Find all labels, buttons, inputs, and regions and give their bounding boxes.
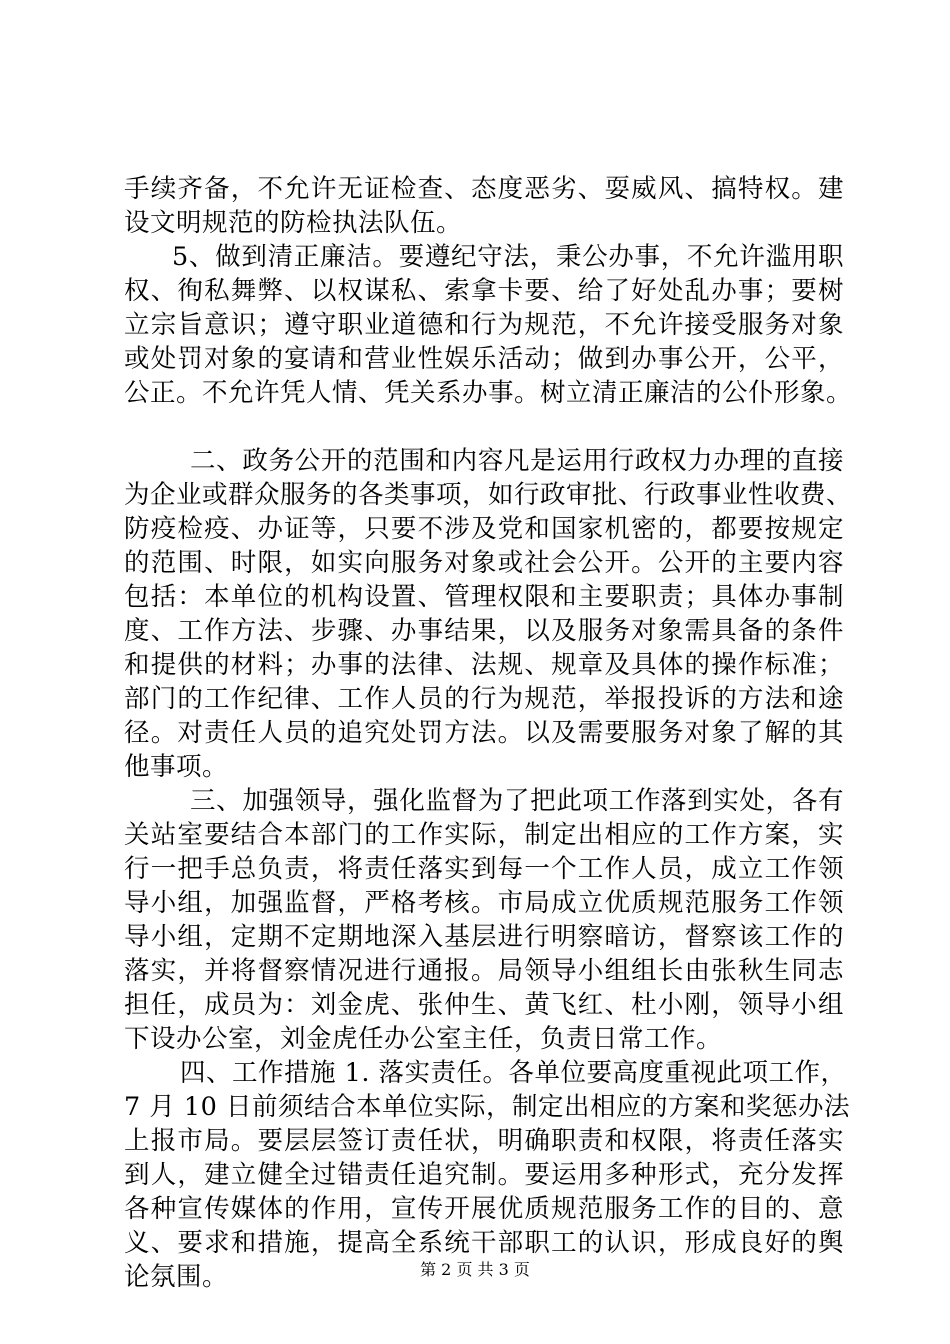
- text-line: 立宗旨意识；遵守职业道德和行为规范，不允许接受服务对象: [124, 310, 844, 340]
- text-line: 论氛围。: [124, 1262, 229, 1292]
- text-line: 或处罚对象的宴请和营业性娱乐活动；做到办事公开，公平，: [124, 344, 844, 374]
- paragraph-5-start: 5、做到清正廉洁。要遵纪守法，秉公办事，不允许滥用职: [172, 242, 844, 272]
- text-line: 径。对责任人员的追究处罚方法。以及需要服务对象了解的其: [124, 718, 844, 748]
- text-line: 和提供的材料；办事的法律、法规、规章及具体的操作标准；: [124, 650, 844, 680]
- text-line: 为企业或群众服务的各类事项，如行政审批、行政事业性收费、: [124, 480, 853, 510]
- text-line: 度、工作方法、步骤、办事结果，以及服务对象需具备的条件: [124, 616, 844, 646]
- text-line: 下设办公室，刘金虎任办公室主任，负责日常工作。: [124, 1024, 723, 1054]
- text-line: 他事项。: [124, 752, 229, 782]
- text-line: 行一把手总负责，将责任落实到每一个工作人员，成立工作领: [124, 854, 844, 884]
- page-number-footer: 第 2 页 共 3 页: [420, 1260, 530, 1279]
- text-line: 权、徇私舞弊、以权谋私、索拿卡要、给了好处乱办事；要树: [124, 276, 844, 306]
- text-line: 7 月 10 日前须结合本单位实际，制定出相应的方案和奖惩办法: [124, 1092, 850, 1122]
- text-line: 义、要求和措施，提高全系统干部职工的认识，形成良好的舆: [124, 1228, 844, 1258]
- text-line: 各种宣传媒体的作用，宣传开展优质规范服务工作的目的、意: [124, 1194, 844, 1224]
- text-line: 关站室要结合本部门的工作实际，制定出相应的工作方案，实: [124, 820, 844, 850]
- text-line: 的范围、时限，如实向服务对象或社会公开。公开的主要内容: [124, 548, 844, 578]
- text-line: 导小组，定期不定期地深入基层进行明察暗访，督察该工作的: [124, 922, 844, 952]
- section-2-heading: 二、政务公开的范围和内容凡是运用行政权力办理的直接: [190, 446, 844, 476]
- text-line: 上报市局。要层层签订责任状，明确职责和权限，将责任落实: [124, 1126, 844, 1156]
- text-line: 到人，建立健全过错责任追究制。要运用多种形式，充分发挥: [124, 1160, 844, 1190]
- text-line: 包括：本单位的机构设置、管理权限和主要职责；具体办事制: [124, 582, 844, 612]
- text-line: 部门的工作纪律、工作人员的行为规范，举报投诉的方法和途: [124, 684, 844, 714]
- section-3-heading: 三、加强领导，强化监督为了把此项工作落到实处，各有: [190, 786, 844, 816]
- text-line: 防疫检疫、办证等，只要不涉及党和国家机密的，都要按规定: [124, 514, 844, 544]
- section-4-heading: 四、工作措施 1. 落实责任。各单位要高度重视此项工作，: [180, 1058, 847, 1088]
- paragraph-gap: [124, 410, 844, 444]
- document-body: [124, 172, 853, 1294]
- text-line: 导小组，加强监督，严格考核。市局成立优质规范服务工作领: [124, 888, 844, 918]
- text-line: 手续齐备，不允许无证检查、态度恶劣、耍威风、搞特权。建: [124, 174, 844, 204]
- text-line: 担任，成员为：刘金虎、张仲生、黄飞红、杜小刚，领导小组: [124, 990, 844, 1020]
- text-line: 设文明规范的防检执法队伍。: [124, 208, 463, 238]
- text-line: 落实，并将督察情况进行通报。局领导小组组长由张秋生同志: [124, 956, 844, 986]
- text-line: 公正。不允许凭人情、凭关系办事。树立清正廉洁的公仆形象。: [124, 378, 853, 408]
